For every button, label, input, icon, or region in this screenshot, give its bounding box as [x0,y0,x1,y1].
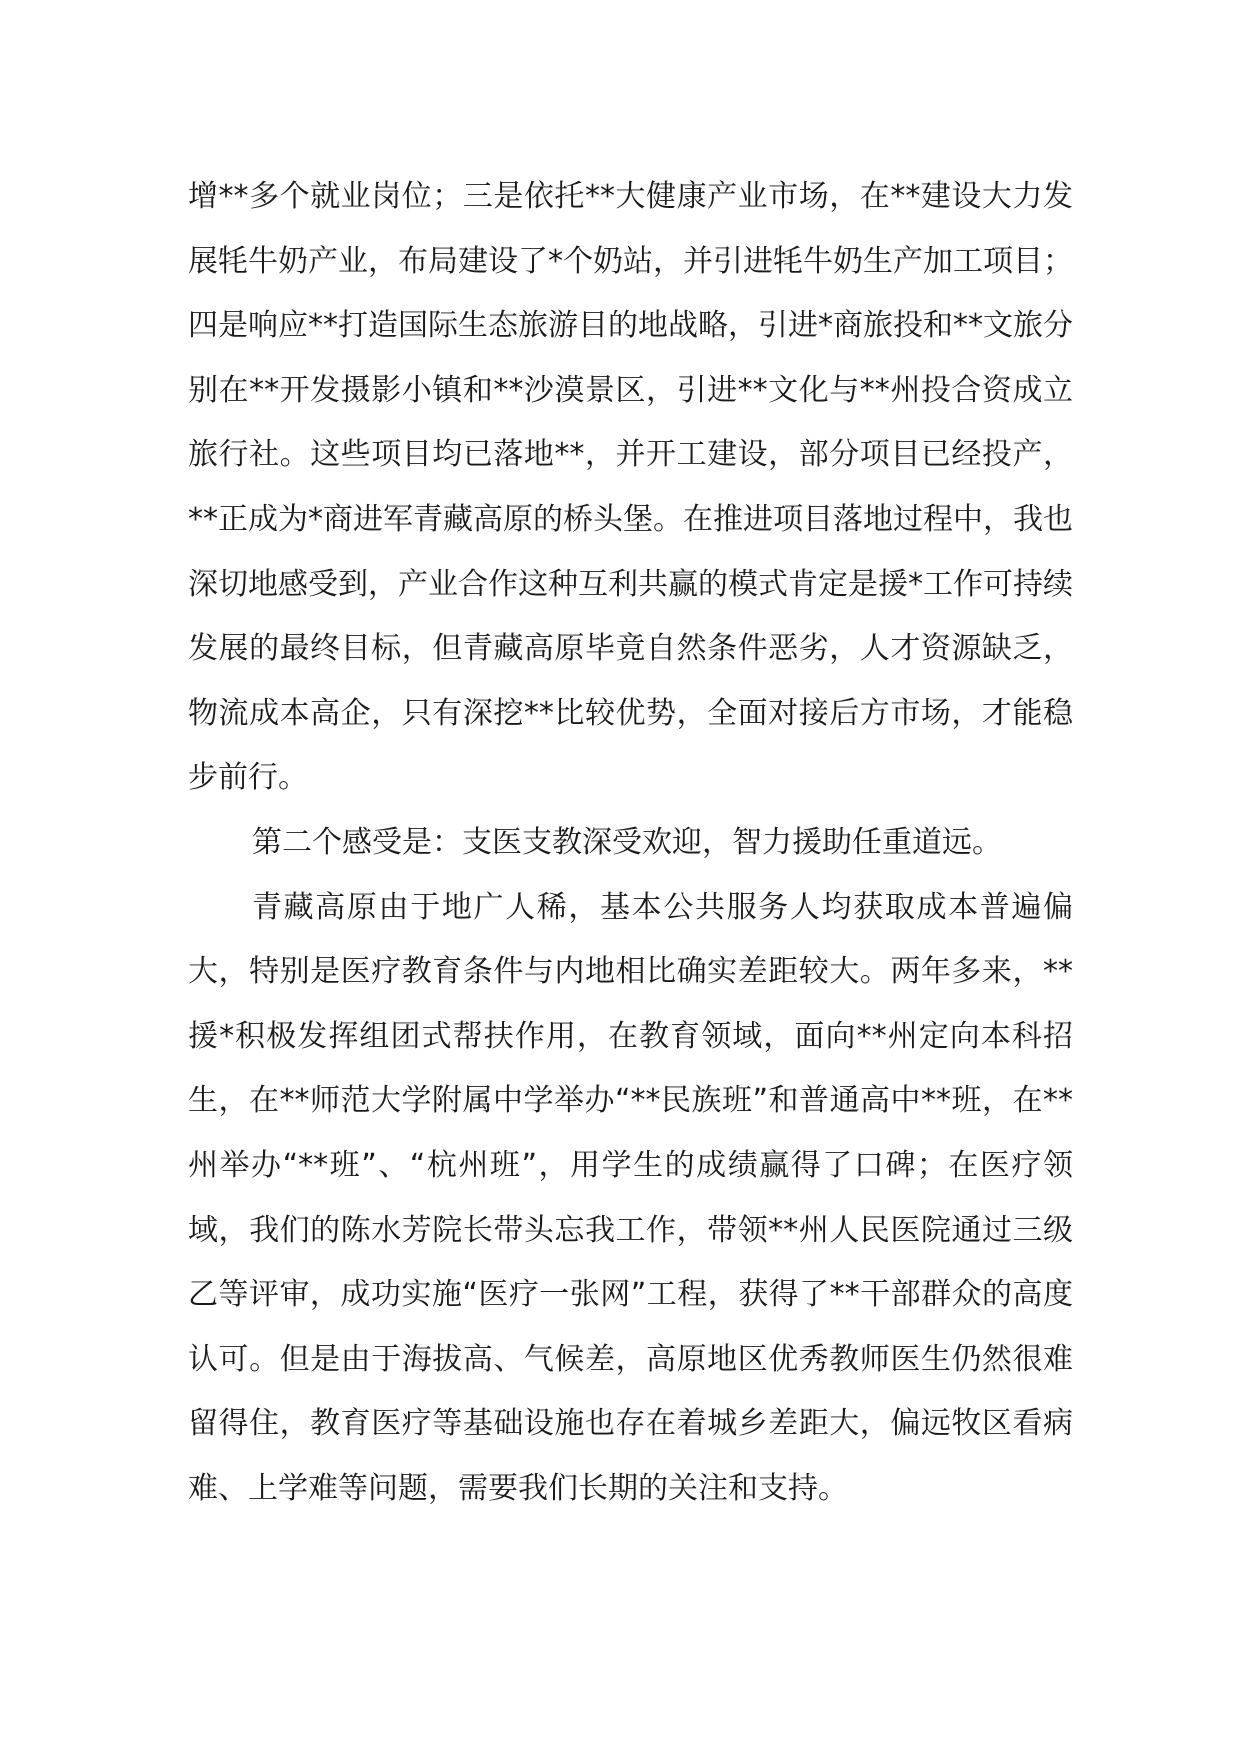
paragraph-medical-education-aid: 青藏高原由于地广人稀，基本公共服务人均获取成本普遍偏大，特别是医疗教育条件与内地相比确实差距较大。两年多来，**援*积极发挥组团式帮扶作用，在教育领域，面向**州定向本科招生，在**师范大学附属中学举办“**民族班”和普通高中**班，在**州举办“**班”、“杭州班”，用学生的成绩赢得了口碑；在医疗领域，我们的陈水芳院长带头忘我工作，带领**州人民医院通过三级乙等评审，成功实施“医疗一张网”工程，获得了**干部群众的高度认可。但是由于海拔高、气候差，高原地区优秀教师医生仍然很难留得住，教育医疗等基础设施也存在着城乡差距大，偏远牧区看病难、上学难等问题，需要我们长期的关注和支持。 [188,889,1073,1506]
paragraph-second-feeling-heading: 第二个感受是：支医支教深受欢迎，智力援助任重道远。 [252,824,1002,860]
paragraph-industry-cooperation: 增**多个就业岗位；三是依托**大健康产业市场，在**建设大力发展牦牛奶产业，布局建设了*个奶站，并引进牦牛奶生产加工项目；四是响应**打造国际生态旅游目的地战略，引进*商旅投和**文旅分别在**开发摄影小镇和**沙漠景区，引进**文化与**州投合资成立旅行社。这些项目均已落地**，并开工建设，部分项目已经投产，**正成为*商进军青藏高原的桥头堡。在推进项目落地过程中，我也深切地感受到，产业合作这种互利共赢的模式肯定是援*工作可持续发展的最终目标，但青藏高原毕竟自然条件恶劣，人才资源缺乏，物流成本高企，只有深挖**比较优势，全面对接后方市场，才能稳步前行。 [188,179,1073,796]
document-body [188,165,1073,1521]
